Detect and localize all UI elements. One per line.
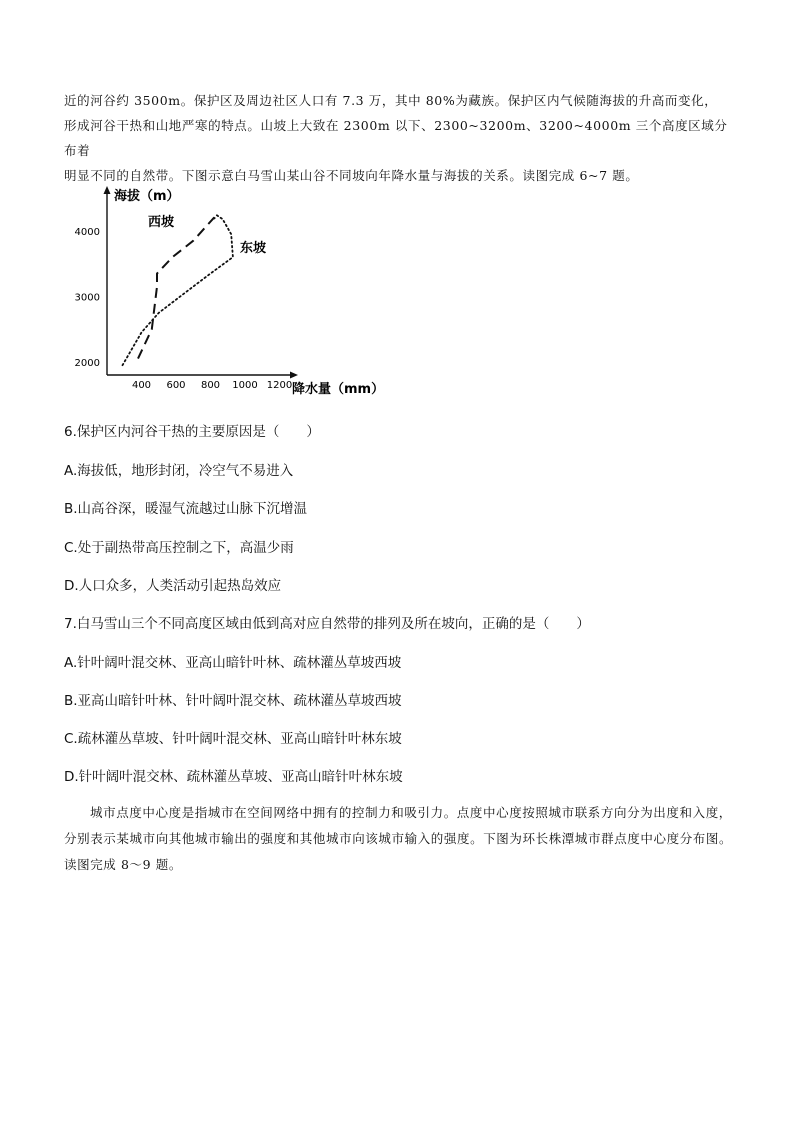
question-6-option-c: C.处于副热带高压控制之下，高温少雨 [64, 540, 294, 556]
x-tick-label: 1200 [266, 380, 293, 391]
x-tick-label: 1000 [232, 380, 258, 391]
y-axis-arrow [104, 186, 111, 194]
y-tick-label: 3000 [74, 292, 100, 304]
intro-passage [64, 88, 734, 188]
y-axis-title: 海拔（m） [114, 189, 180, 204]
precipitation-altitude-chart [70, 180, 400, 402]
x-tick-label: 400 [131, 380, 152, 391]
question-6-option-a: A.海拔低，地形封闭，冷空气不易进入 [64, 463, 294, 479]
series-label: 东坡 [240, 241, 267, 256]
intro-line: 明显不同的自然带。下图示意白马雪山某山谷不同坡向年降水量与海拔的关系。读图完成 6~7 题。 [64, 168, 639, 183]
passage-city-centrality [64, 800, 734, 878]
question-6-option-d: D.人口众多，人类活动引起热岛效应 [64, 578, 282, 594]
question-7-stem: 7.白马雪山三个不同高度区域由低到高对应自然带的排列及所在坡向，正确的是（ ） [64, 616, 590, 632]
series-label: 西坡 [148, 215, 175, 230]
chart-svg [70, 180, 400, 402]
question-7-option-c: C.疏林灌丛草坡、针叶阔叶混交林、亚高山暗针叶林东坡 [64, 731, 402, 747]
passage-text: 城市点度中心度是指城市在空间网络中拥有的控制力和吸引力。点度中心度按照城市联系方向分为出度和入度，分别表示某城市向其他城市输出的强度和其他城市向该城市输入的强度。下图为环长株潭城市群点度中心度分布图。读图完成 8～9 题。 [64, 805, 733, 872]
y-tick-label: 2000 [74, 357, 100, 369]
question-6-option-b: B.山高谷深，暖湿气流越过山脉下沉增温 [64, 501, 308, 517]
x-axis-arrow [290, 372, 298, 379]
x-axis-title: 降水量（mm） [292, 382, 385, 397]
intro-line: 形成河谷干热和山地严寒的特点。山坡上大致在 2300m 以下、2300~3200m、3200~4000m 三个高度区域分布着 [64, 118, 728, 158]
question-7-option-b: B.亚高山暗针叶林、针叶阔叶混交林、疏林灌丛草坡西坡 [64, 693, 402, 709]
x-tick-label: 600 [166, 380, 186, 391]
series-line-west-slope [138, 218, 219, 359]
intro-line: 近的河谷约 3500m。保护区及周边社区人口有 7.3 万，其中 80%为藏族。保护区内气候随海拔的升高而变化， [64, 93, 718, 108]
y-tick-label: 4000 [74, 226, 100, 238]
question-7-option-d: D.针叶阔叶混交林、疏林灌丛草坡、亚高山暗针叶林东坡 [64, 769, 403, 785]
question-7-option-a: A.针叶阔叶混交林、亚高山暗针叶林、疏林灌丛草坡西坡 [64, 655, 402, 671]
question-6-stem: 6.保护区内河谷干热的主要原因是（ ） [64, 424, 320, 440]
series-line-east-slope [123, 215, 233, 366]
x-tick-label: 800 [200, 380, 221, 391]
